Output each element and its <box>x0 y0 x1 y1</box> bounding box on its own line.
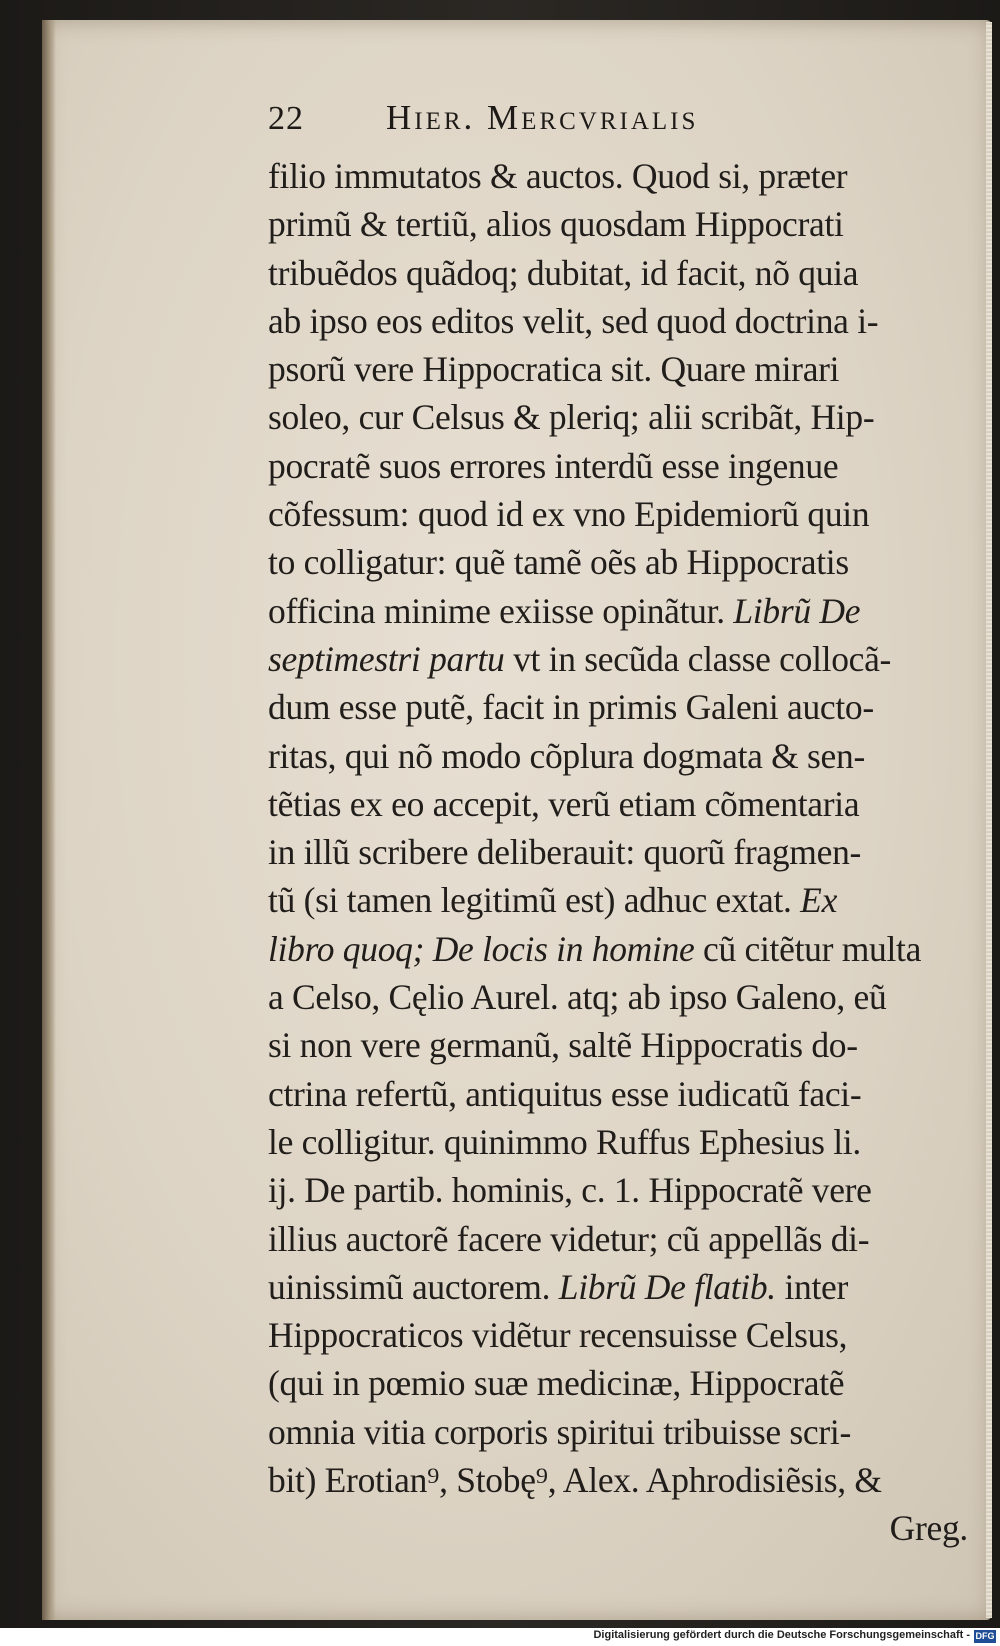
text-line: septimestri partu vt in secũda classe collocã- <box>268 638 892 679</box>
text-line: ab ipso eos editos velit, sed quod doctrina i- <box>268 300 879 341</box>
text-line: officina minime exiisse opinãtur. Librũ De <box>268 590 861 631</box>
text-line: dum esse putẽ, facit in primis Galeni aucto- <box>268 687 874 728</box>
digitization-footer <box>0 1628 1000 1646</box>
funding-credit: Digitalisierung gefördert durch die Deutsche Forschungsgemeinschaft - <box>593 1629 970 1641</box>
page-gutter-shadow <box>42 20 56 1620</box>
italic-title: Librũ De <box>724 590 861 631</box>
italic-title: Ex <box>791 880 838 921</box>
catchword: Greg. <box>889 1508 968 1549</box>
text-line: ctrina refertũ, antiquitus esse iudicatũ faci- <box>268 1073 862 1114</box>
text-line: soleo, cur Celsus & pleriq; alii scribãt, Hip- <box>268 397 875 438</box>
text-line: libro quoq; De locis in homine cũ citẽtur multa <box>268 928 922 969</box>
text-line: tribuẽdos quãdoq; dubitat, id facit, nõ quia <box>268 252 859 293</box>
italic-title: libro quoq; De locis in homine <box>268 928 695 969</box>
page-number: 22 <box>268 100 304 137</box>
text-line: illius auctorẽ facere videtur; cũ appellãs di- <box>268 1218 870 1259</box>
text-line: le colligitur. quinimmo Ruffus Ephesius li. <box>268 1121 861 1162</box>
text-line: si non vere germanũ, saltẽ Hippocratis do- <box>268 1025 858 1066</box>
text-line: ritas, qui nõ modo cõplura dogmata & sen- <box>268 735 865 776</box>
text-line: primũ & tertiũ, alios quosdam Hippocrati <box>268 204 844 245</box>
text-line: tũ (si tamen legitimũ est) adhuc extat. Ex <box>268 880 838 921</box>
text-line: filio immutatos & auctos. Quod si, præter <box>268 156 848 196</box>
text-line: tẽtias ex eo accepit, verũ etiam cõmentaria <box>268 783 860 824</box>
text-line: (qui in pœmio suæ medicinæ, Hippocratẽ <box>268 1363 845 1404</box>
italic-title: septimestri partu <box>268 638 505 679</box>
page-fore-edge <box>986 22 992 1618</box>
text-line: ij. De partib. hominis, c. 1. Hippocratẽ vere <box>268 1170 872 1211</box>
text-line: uinissimũ auctorem. Librũ De flatib. inter <box>268 1266 849 1307</box>
dfg-logo-icon: DFG <box>975 1631 995 1641</box>
text-line: cõfessum: quod id ex vno Epidemiorũ quin <box>268 494 870 535</box>
text-line: pocratẽ suos errores interdũ esse ingenue <box>268 445 839 486</box>
text-line: in illũ scribere deliberauit: quorũ fragmen- <box>268 832 862 873</box>
text-line: a Celso, Cęlio Aurel. atq; ab ipso Galeno, eũ <box>268 977 887 1018</box>
page-header <box>268 100 848 150</box>
text-line: bit) Erotian⁹, Stobę⁹, Alex. Aphrodisiẽsis, & <box>268 1460 882 1501</box>
text-line: Hippocraticos vidẽtur recensuisse Celsus, <box>268 1315 848 1356</box>
text-line: omnia vitia corporis spiritui tribuisse scri- <box>268 1411 851 1452</box>
body-text <box>268 152 976 1553</box>
running-title: Hier. Mercvrialis <box>386 98 699 137</box>
italic-title: Librũ De flatib. <box>550 1266 776 1307</box>
text-line: psorũ vere Hippocratica sit. Quare mirari <box>268 349 840 390</box>
text-line: to colligatur: quẽ tamẽ oẽs ab Hippocratis <box>268 542 849 583</box>
